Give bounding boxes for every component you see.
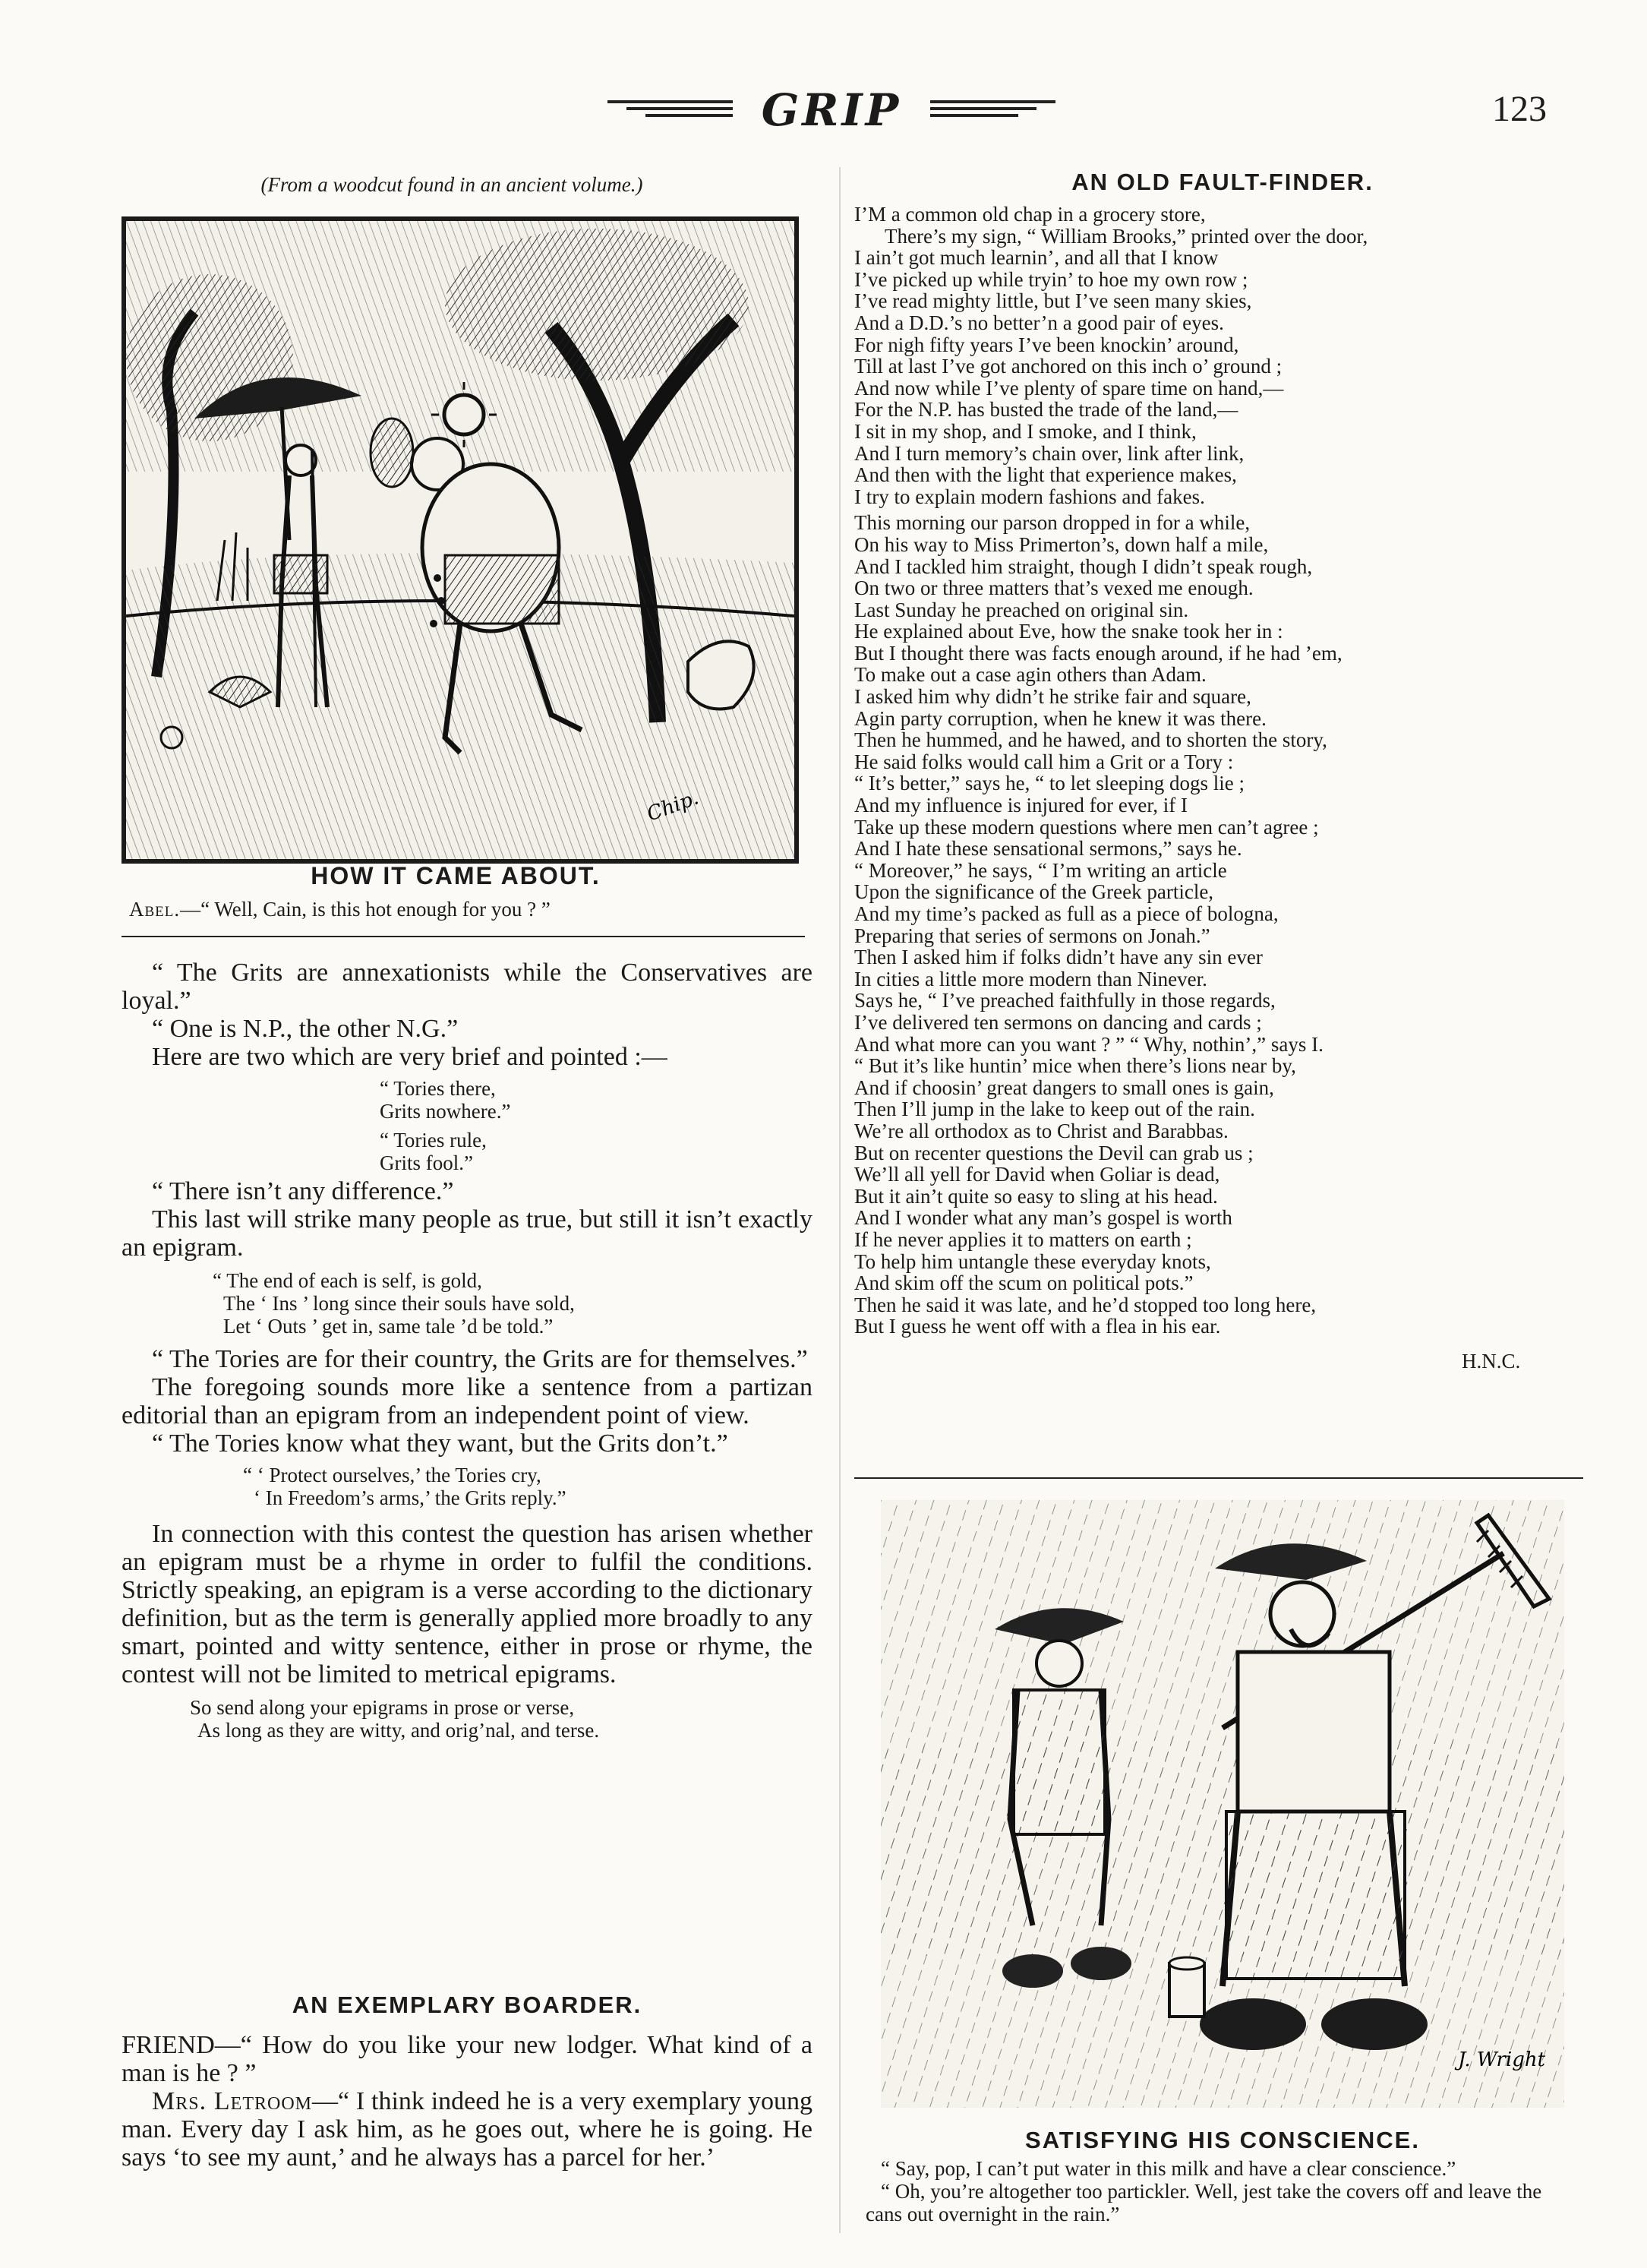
verse-1 [380,1077,812,1123]
poem-line: But I guess he went off with a flea in his ear. [854,1315,1221,1338]
poem-body [854,204,1583,1338]
poem-line: I asked him why didn’t he strike fair and square, [854,685,1251,709]
woodcut-caption-speaker: Abel. [129,898,181,921]
poem-line: And then with the light that experience makes, [854,463,1237,487]
poem-line: Then he said it was late, and he’d stopped too long here, [854,1293,1317,1316]
woodcut-signature: Chip. [644,786,702,826]
poem-line: “ But it’s like huntin’ mice when there’s lions near by, [854,1054,1296,1078]
poem-line: Then I asked him if folks didn’t have any sin ever [854,946,1263,969]
verse-4-line-2: ‘ In Freedom’s arms,’ the Grits reply.” [254,1486,566,1509]
cartoon-drawing [881,1500,1564,2108]
poem-line: I try to explain modern fashions and fakes. [854,485,1205,508]
poem-line: I sit in my shop, and I smoke, and I think, [854,419,1197,443]
poem-line: Take up these modern questions where men can’t agree ; [854,815,1319,839]
poem-line: But on recenter questions the Devil can grab us ; [854,1141,1254,1164]
poem-line: Agin party corruption, when he knew it was there. [854,706,1267,730]
epigram-article [121,959,812,1742]
masthead-title: GRIP [761,84,902,136]
column-rule [839,167,841,2233]
verse-1-line-1: “ Tories there, [380,1077,496,1100]
verse-3-line-1: “ The end of each is self, is gold, [213,1269,482,1292]
verse-3 [213,1269,812,1338]
cartoon-caption [866,2157,1579,2225]
poem-line: Upon the significance of the Greek particle, [854,880,1214,904]
poem-line: He explained about Eve, how the snake took her in : [854,620,1283,643]
masthead-rule-left [607,100,733,126]
poem-line: In cities a little more modern than Ninever. [854,967,1207,990]
article-para-5: This last will strike many people as true, but still it isn’t exactly an epigram. [121,1205,812,1262]
poem-line: And my influence is injured for ever, if I [854,794,1188,817]
boarder-para-1: FRIEND—“ How do you like your new lodger. What kind of a man is he ? ” [121,2031,812,2087]
poem-line: I’ve delivered ten sermons on dancing and cards ; [854,1010,1262,1034]
woodcut-drawing [126,221,794,859]
poem-line: Preparing that series of sermons on Jonah.” [854,924,1210,947]
boarder-speaker: Mrs. Letroom [152,2087,312,2115]
masthead-rule-right [930,100,1055,126]
boarder-para-2-text: —“ I think indeed he is a very exemplary young man. Every day I ask him, as he goes out, where he is going. He says ‘to see my aunt,’ and he always has a parcel for her.’ [121,2087,812,2172]
right-divider [854,1477,1583,1479]
poem-line: If he never applies it to matters on earth ; [854,1227,1192,1251]
poem-line: And now while I’ve plenty of spare time on hand,— [854,376,1284,400]
poem-line: For nigh fifty years I’ve been knockin’ around, [854,333,1239,356]
poem-line: But it ain’t quite so easy to sling at his head. [854,1184,1218,1208]
verse-5-line-2: As long as they are witty, and orig’nal, and terse. [197,1719,600,1742]
verse-5-line-1: So send along your epigrams in prose or verse, [190,1696,575,1719]
poem-line: He said folks would call him a Grit or a Tory : [854,750,1234,773]
article-para-1: “ The Grits are annexationists while the Conservatives are loyal.” [121,959,812,1015]
poem-line: On his way to Miss Primerton’s, down half a mile, [854,532,1269,556]
woodcut-caption-text: —“ Well, Cain, is this hot enough for you ? ” [180,898,551,921]
poem-line: And a D.D.’s no better’n a good pair of eyes. [854,311,1224,334]
poem-line: And I turn memory’s chain over, link after link, [854,441,1245,465]
poem-line: There’s my sign, “ William Brooks,” printed over the door, [885,224,1368,248]
poem-line: I’ve picked up while tryin’ to hoe my own row ; [854,267,1248,291]
poem-line: To help him untangle these everyday knots, [854,1249,1211,1273]
poem-line: Till at last I’ve got anchored on this inch o’ ground ; [854,355,1283,378]
poem-line: I ain’t got much learnin’, and all that I know [854,246,1219,270]
poem-line: And what more can you want ? ” “ Why, nothin’,” says I. [854,1032,1324,1056]
poem-line: And I tackled him straight, though I didn’t speak rough, [854,554,1313,578]
poem-line: Then I’ll jump in the lake to keep out of the rain. [854,1098,1255,1121]
poem-line: And I wonder what any man’s gospel is worth [854,1206,1232,1230]
cartoon-caption-2: “ Oh, you’re altogether too partickler. Well, jest take the covers off and leave the cans out overnight in the rain.” [866,2180,1542,2225]
cartoon-signature: J. Wright [1458,2048,1546,2071]
poem-line: And if choosin’ great dangers to small ones is gain, [854,1076,1274,1099]
woodcut-caption [129,898,797,921]
poem-signature: H.N.C. [1462,1350,1521,1372]
cartoon-title: SATISFYING HIS CONSCIENCE. [1025,2127,1420,2153]
verse-2-line-2: Grits fool.” [380,1151,473,1174]
verse-2-line-1: “ Tories rule, [380,1129,487,1151]
verse-1-line-2: Grits nowhere.” [380,1100,511,1123]
poem-line: Then he hummed, and he hawed, and to shorten the story, [854,728,1327,752]
poem-line: I’M a common old chap in a grocery store, [854,203,1206,226]
boarder-para-2 [121,2087,812,2172]
poem-line: Last Sunday he preached on original sin. [854,598,1189,621]
boarder-article [121,2031,812,2172]
article-para-9: In connection with this contest the question has arisen whether an epigram must be a rhyme in order to fulfil the conditions. Strictly speaking, an epigram is a verse according to the dictionary definition, but as the term is generally applied more broadly to any smart, pointed and witty sentence, either in prose or rhyme, the contest will not be limited to metrical epigrams. [121,1520,812,1688]
poem-line: We’ll all yell for David when Goliar is dead, [854,1163,1220,1186]
poem-line: And skim off the scum on political pots.” [854,1271,1194,1295]
poem-line: To make out a case agin others than Adam. [854,663,1207,687]
verse-3-line-3: Let ‘ Outs ’ get in, same tale ’d be told.” [223,1315,554,1338]
woodcut-title: HOW IT CAME ABOUT. [311,862,601,889]
masthead [0,84,1647,144]
poem-line: And I hate these sensational sermons,” says he. [854,837,1242,861]
verse-3-line-2: The ‘ Ins ’ long since their souls have sold, [223,1292,575,1315]
woodcut-note: (From a woodcut found in an ancient volume.) [260,173,643,196]
cartoon-caption-1: “ Say, pop, I can’t put water in this milk and have a clear conscience.” [881,2157,1456,2180]
page-number: 123 [1492,89,1547,129]
article-para-2: “ One is N.P., the other N.G.” [152,1015,459,1043]
poem-line: We’re all orthodox as to Christ and Barabbas. [854,1119,1229,1142]
verse-5 [190,1696,812,1742]
poem-line: I’ve read mighty little, but I’ve seen many skies, [854,289,1252,313]
poem-line: For the N.P. has busted the trade of the land,— [854,398,1238,422]
cartoon-illustration [881,1500,1564,2108]
verse-2 [380,1129,812,1174]
poem-line: Says he, “ I’ve preached faithfully in those regards, [854,989,1276,1012]
boarder-title: AN EXEMPLARY BOARDER. [292,1992,642,2018]
left-divider-1 [121,936,805,937]
article-para-7: The foregoing sounds more like a sentence from a partizan editorial than an epigram from an independent point of view. [121,1373,812,1429]
poem-line: But I thought there was facts enough around, if he had ’em, [854,641,1343,665]
article-para-6: “ The Tories are for their country, the Grits are for themselves.” [152,1345,808,1373]
article-para-3: Here are two which are very brief and pointed :— [152,1043,667,1071]
poem-title: AN OLD FAULT-FINDER. [1071,169,1374,195]
article-para-4: “ There isn’t any difference.” [152,1177,454,1205]
article-para-8: “ The Tories know what they want, but the Grits don’t.” [152,1429,728,1458]
verse-4 [243,1464,812,1509]
verse-4-line-1: “ ‘ Protect ourselves,’ the Tories cry, [243,1464,541,1486]
poem-line: “ Moreover,” he says, “ I’m writing an article [854,858,1227,882]
poem-line: “ It’s better,” says he, “ to let sleeping dogs lie ; [854,772,1245,795]
poem-line: On two or three matters that’s vexed me enough. [854,576,1254,600]
poem-line: And my time’s packed as full as a piece of bologna, [854,902,1279,925]
woodcut-illustration [121,216,799,864]
poem-line: This morning our parson dropped in for a while, [854,511,1251,535]
